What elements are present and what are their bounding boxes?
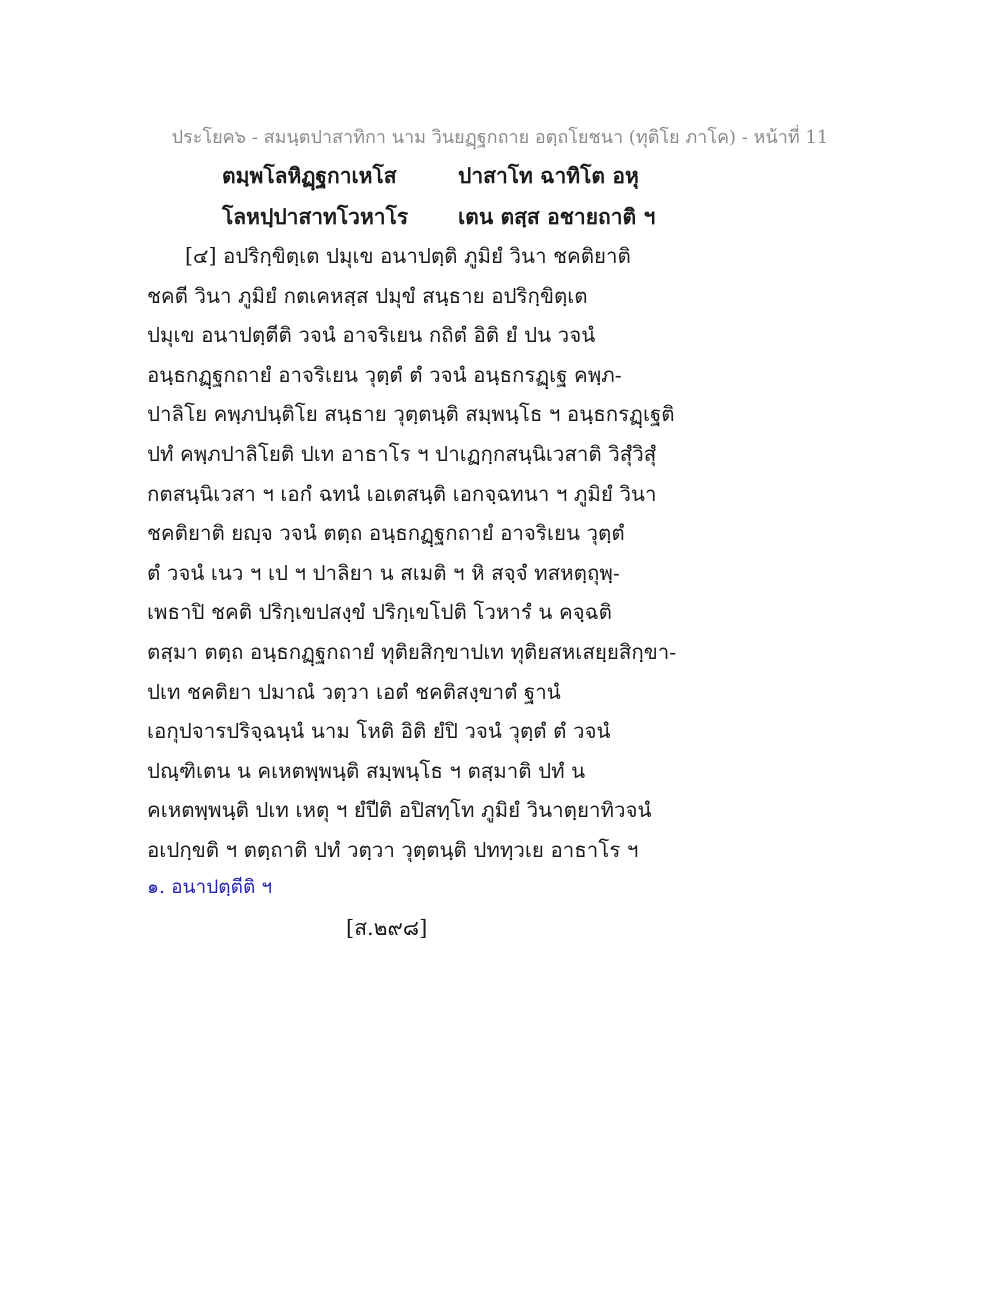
- text-line: [๔] อปริกฺขิตฺเต ปมุเข อนาปตฺติ ภูมิยํ วินา ชคติยาติ: [185, 244, 631, 268]
- text-line: ชคติยาติ ยญฺจ วจนํ ตตฺถ อนฺธกฏฺฐกถายํ อาจริเยน วุตฺตํ: [147, 521, 625, 546]
- text-line: ปณฺฑิเตน น คเหตพฺพนฺติ สมฺพนฺโธ ฯ ตสฺมาติ ปทํ น: [147, 758, 586, 783]
- text-line: ปาลิโย คพฺภปนฺติโย สนฺธาย วุตฺตนฺติ สมฺพนฺโธ ฯ อนฺธกรฏฺเฐติ: [147, 402, 675, 427]
- verse-line-2-second-half: เตน ตสฺส อชายถาติ ฯ: [458, 204, 656, 229]
- text-line: ตสฺมา ตตฺถ อนฺธกฏฺฐกถายํ ทุติยสิกฺขาปเท ทุติยสหเสยฺยสิกฺขา-: [147, 639, 677, 664]
- footnote: ๑. อนาปตฺตีติ ฯ: [147, 876, 272, 898]
- text-line: ชคตี วินา ภูมิยํ กตเคหสฺส ปมุขํ สนฺธาย อปริกฺขิตฺเต: [147, 283, 588, 308]
- verse-line-1-second-half: ปาสาโท ฉาทิโต อหุ: [458, 163, 639, 188]
- text-line: ปมุเข อนาปตฺตีติ วจนํ อาจริเยน กถิตํ อิติ ยํ ปน วจนํ: [147, 323, 596, 348]
- text-line: ปทํ คพฺภปาลิโยติ ปเท อาธาโร ฯ ปาเฏกฺกสนฺนิเวสาติ วิสุํวิสุํ: [147, 441, 657, 466]
- text-line: กตสนฺนิเวสา ฯ เอกํ ฉทนํ เอเตสนฺติ เอกจฺฉทนา ฯ ภูมิยํ วินา: [147, 481, 657, 506]
- text-line: อนฺธกฏฺฐกถายํ อาจริเยน วุตฺตํ ตํ วจนํ อนฺธกรฏฺเฐ คพฺภ-: [147, 362, 622, 387]
- text-line: ตํ วจนํ เนว ฯ เป ฯ ปาลิยา น สเมติ ฯ หิ สจฺจํ ทสหตฺถุพฺ-: [147, 560, 620, 585]
- body-paragraph: [147, 240, 707, 874]
- text-line: เอกุปจารปริจฺฉนฺนํ นาม โหติ อิติ ยํปิ วจนํ วุตฺตํ ตํ วจนํ: [147, 719, 611, 744]
- text-line: คเหตพฺพนฺติ ปเท เหตุ ฯ ยํปีติ อปิสทฺโท ภูมิยํ วินาตฺยาทิวจนํ: [147, 798, 652, 823]
- page-reference: [ส.๒๙๘]: [346, 916, 428, 940]
- text-line: เพธาปิ ชคติ ปริกฺเขปสงฺขํ ปริกฺเขโปติ โวหารํ น คจฺฉติ: [147, 600, 612, 625]
- page-header: ประโยค๖ - สมนฺตปาสาทิกา นาม วินยฏฺฐกถาย อตฺถโยชนา (ทุติโย ภาโค) - หน้าที่ 11: [171, 127, 829, 148]
- verse-line-1-first-half: ตมฺพโลหิฏฺฐกาเหโส: [222, 163, 397, 188]
- text-line: ปเท ชคติยา ปมาณํ วตฺวา เอตํ ชคติสงฺขาตํ ฐานํ: [147, 679, 561, 704]
- text-line: อเปกฺขติ ฯ ตตฺถาติ ปทํ วตฺวา วุตฺตนฺติ ปททฺวเย อาธาโร ฯ: [147, 837, 639, 862]
- verse-line-2-first-half: โลหปฺปาสาทโวหาโร: [222, 204, 409, 229]
